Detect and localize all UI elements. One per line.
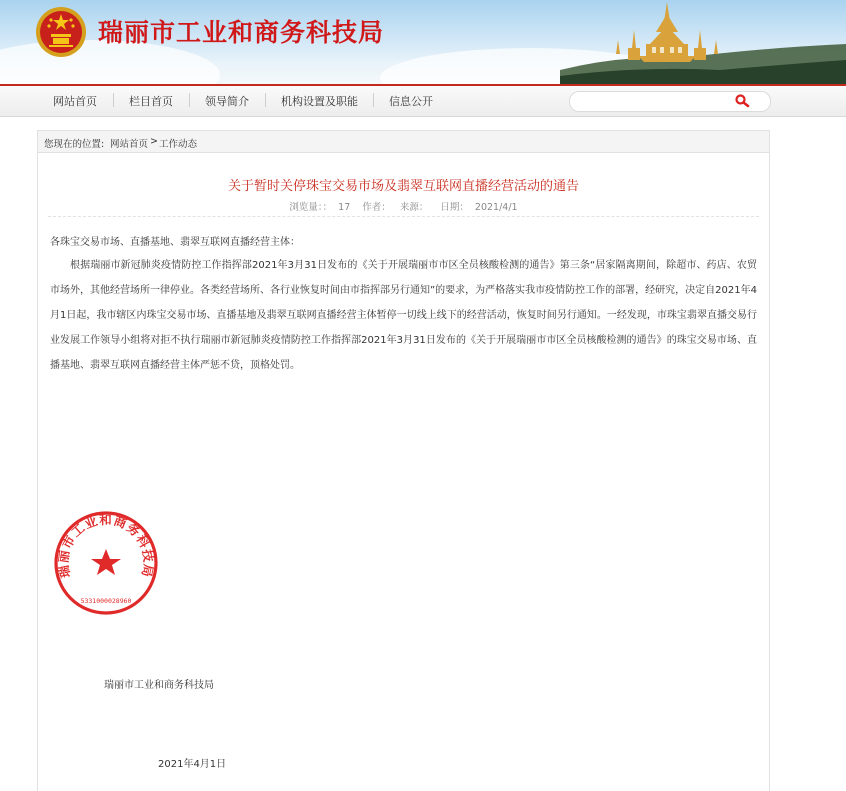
breadcrumb xyxy=(38,131,769,153)
official-seal-icon xyxy=(52,509,160,617)
search-box xyxy=(569,91,771,112)
nav-item-column-home[interactable]: 栏目首页 xyxy=(129,95,173,108)
views-count: 17 xyxy=(338,202,351,213)
nav-divider xyxy=(373,93,374,107)
nav-item-organization[interactable]: 机构设置及职能 xyxy=(281,95,358,108)
article-panel xyxy=(37,130,770,791)
nav-divider xyxy=(265,93,266,107)
title-divider xyxy=(48,216,759,217)
author-label: 作者： xyxy=(362,202,391,213)
date-label: 日期： xyxy=(440,202,469,213)
source-label: 来源： xyxy=(399,202,429,213)
breadcrumb-link-news[interactable]: 工作动态 xyxy=(159,139,198,150)
site-title: 瑞丽市工业和商务科技局 xyxy=(98,18,385,47)
nav-item-info-public[interactable]: 信息公开 xyxy=(389,95,433,108)
svg-text:瑞丽市工业和商务科技局: 瑞丽市工业和商务科技局 xyxy=(55,512,157,580)
site-header xyxy=(0,0,846,84)
article-date: 2021/4/1 xyxy=(474,202,518,213)
signature-date: 2021年4月1日 xyxy=(158,759,227,770)
national-emblem-icon xyxy=(35,6,87,58)
article-meta xyxy=(38,199,769,213)
nav-divider xyxy=(113,93,114,107)
breadcrumb-separator: > xyxy=(150,136,158,147)
nav-item-leaders[interactable]: 领导简介 xyxy=(205,95,249,108)
search-icon[interactable] xyxy=(734,93,750,109)
pagoda-banner-icon xyxy=(560,0,846,84)
breadcrumb-link-home[interactable]: 网站首页 xyxy=(110,139,149,150)
svg-text:5331000028960: 5331000028960 xyxy=(80,597,132,605)
article-greeting: 各珠宝交易市场、直播基地、翡翠互联网直播经营主体： xyxy=(50,237,300,248)
article-body: 根据瑞丽市新冠肺炎疫情防控工作指挥部2021年3月31日发布的《关于开展瑞丽市市区全员核酸检测的通告》第三条“居家隔离期间，除超市、药店、农贸市场外，其他经营场所一律停业。各类经营场所、各行业恢复时间由市指挥部另行通知”的要求，为严格落实我市疫情防控工作的部署，经研究，决定自2021年4月1日起，我市辖区内珠宝交易市场、直播基地及翡翠互联网直播经营主体暂停一切线上线下的经营活动，恢复时间另行通知。一经发现，市珠宝翡翠直播交易行业发展工作领导小组将对拒不执行瑞丽市新冠肺炎疫情防控工作指挥部2021年3月31日发布的《关于开展瑞丽市市区全员核酸检测的通告》的珠宝交易市场、直播基地、翡翠互联网直播经营主体严惩不贷，顶格处罚。 xyxy=(50,260,757,371)
signature-org: 瑞丽市工业和商务科技局 xyxy=(104,680,214,691)
article-title: 关于暂时关停珠宝交易市场及翡翠互联网直播经营活动的通告 xyxy=(227,179,579,194)
main-nav xyxy=(0,84,846,117)
views-label: 浏览量：： xyxy=(289,202,333,213)
nav-divider xyxy=(189,93,190,107)
search-input[interactable] xyxy=(578,94,732,111)
nav-item-home[interactable]: 网站首页 xyxy=(53,95,97,108)
breadcrumb-prefix: 您现在的位置: xyxy=(44,139,105,150)
